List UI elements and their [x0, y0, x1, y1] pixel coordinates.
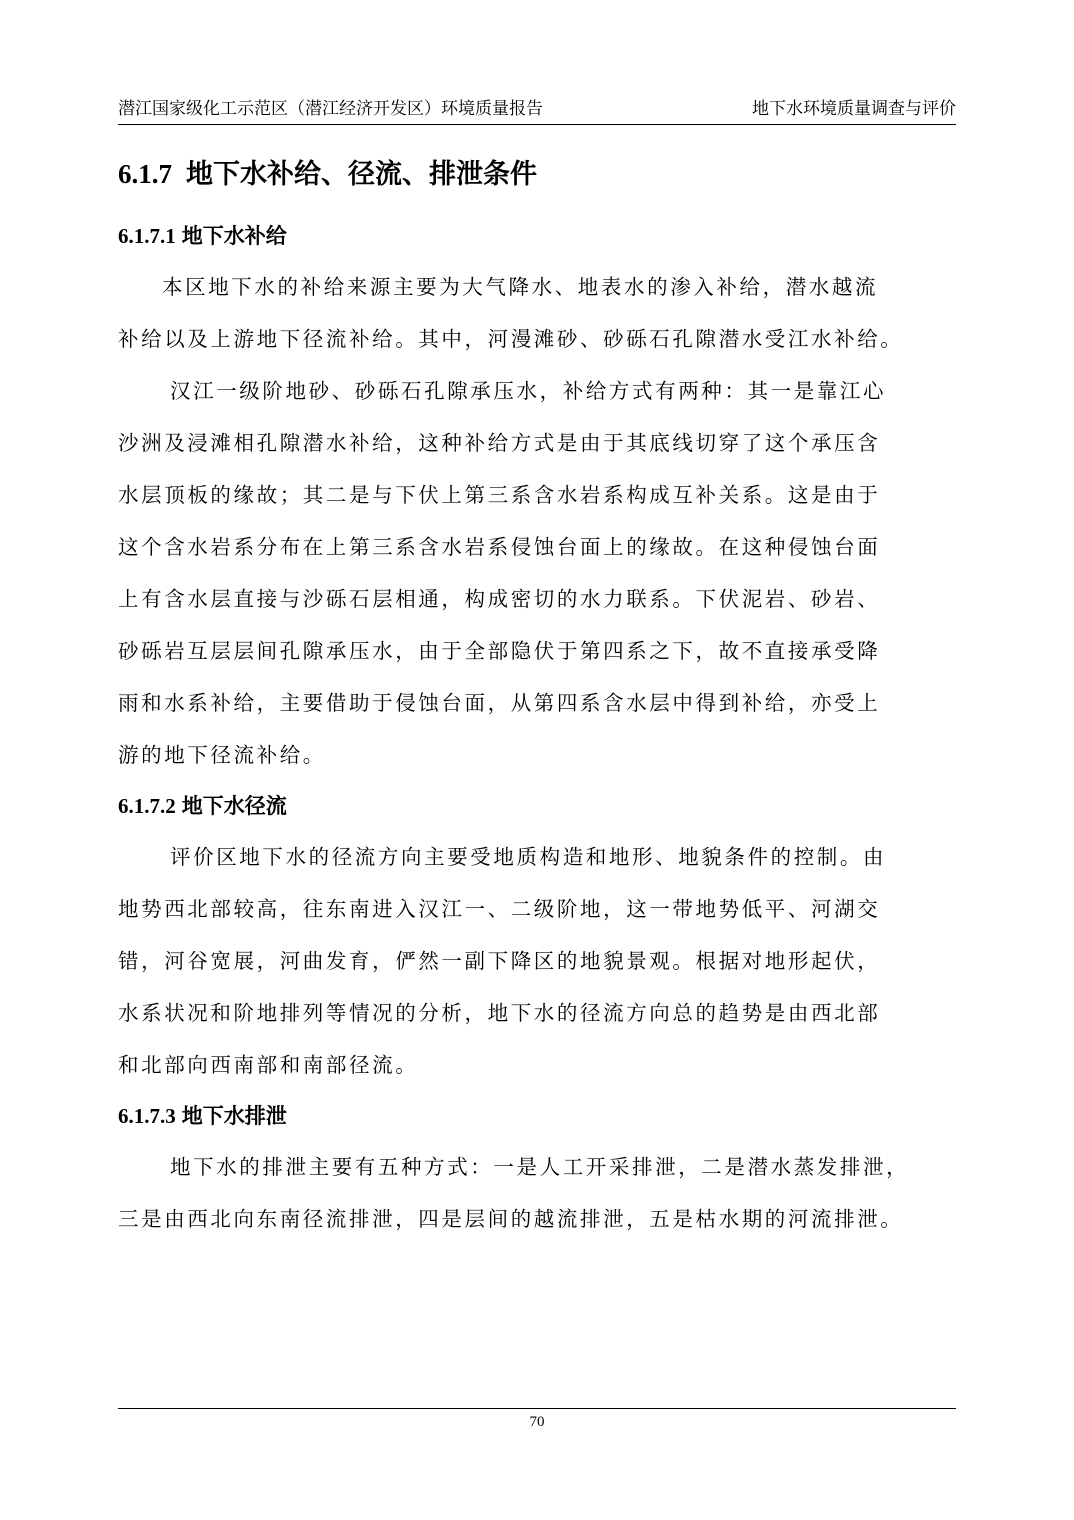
section-heading	[118, 152, 537, 191]
paragraph-line: 这个含水岩系分布在上第三系含水岩系侵蚀台面上的缘故。在这种侵蚀台面	[118, 535, 881, 559]
subsection-heading-runoff	[118, 790, 287, 820]
subsection-heading-discharge	[118, 1100, 287, 1130]
paragraph-line: 评价区地下水的径流方向主要受地质构造和地形、地貌条件的控制。由	[170, 845, 887, 869]
subsection-title: 地下水补给	[181, 224, 287, 248]
subsection-title: 地下水排泄	[181, 1104, 287, 1128]
subsection-number: 6.1.7.2	[118, 794, 176, 818]
paragraph-line: 补给以及上游地下径流补给。其中，河漫滩砂、砂砾石孔隙潜水受江水补给。	[118, 327, 904, 351]
footer-divider	[118, 1408, 956, 1409]
paragraph-line: 砂砾岩互层层间孔隙承压水，由于全部隐伏于第四系之下，故不直接承受降	[118, 639, 881, 663]
paragraph-line: 和北部向西南部和南部径流。	[118, 1053, 419, 1077]
paragraph-line: 水层顶板的缘故；其二是与下伏上第三系含水岩系构成互补关系。这是由于	[118, 483, 881, 507]
subsection-title: 地下水径流	[181, 794, 287, 818]
section-number: 6.1.7	[118, 159, 172, 189]
header-report-title: 潜江国家级化工示范区（潜江经济开发区）环境质量报告	[118, 99, 543, 119]
paragraph-line: 地下水的排泄主要有五种方式：一是人工开采排泄，二是潜水蒸发排泄，	[170, 1155, 910, 1179]
subsection-number: 6.1.7.3	[118, 1104, 176, 1128]
page-header	[118, 92, 956, 125]
paragraph-line: 三是由西北向东南径流排泄，四是层间的越流排泄，五是枯水期的河流排泄。	[118, 1207, 904, 1231]
paragraph-line: 游的地下径流补给。	[118, 743, 326, 767]
page-number: 70	[529, 1414, 545, 1430]
paragraph-line: 地势西北部较高，往东南进入汉江一、二级阶地，这一带地势低平、河湖交	[118, 897, 881, 921]
section-title: 地下水补给、径流、排泄条件	[186, 159, 537, 190]
subsection-heading-recharge	[118, 220, 287, 250]
header-chapter-title: 地下水环境质量调查与评价	[752, 99, 956, 119]
paragraph-line: 本区地下水的补给来源主要为大气降水、地表水的渗入补给，潜水越流	[162, 275, 879, 299]
subsection-number: 6.1.7.1	[118, 224, 176, 248]
paragraph-line: 上有含水层直接与沙砾石层相通，构成密切的水力联系。下伏泥岩、砂岩、	[118, 587, 881, 611]
paragraph-line: 汉江一级阶地砂、砂砾石孔隙承压水，补给方式有两种：其一是靠江心	[170, 379, 887, 403]
paragraph-line: 沙洲及浸滩相孔隙潜水补给，这种补给方式是由于其底线切穿了这个承压含	[118, 431, 881, 455]
paragraph-line: 水系状况和阶地排列等情况的分析，地下水的径流方向总的趋势是由西北部	[118, 1001, 881, 1025]
paragraph-line: 错，河谷宽展，河曲发育，俨然一副下降区的地貌景观。根据对地形起伏，	[118, 949, 881, 973]
paragraph-line: 雨和水系补给，主要借助于侵蚀台面，从第四系含水层中得到补给，亦受上	[118, 691, 881, 715]
